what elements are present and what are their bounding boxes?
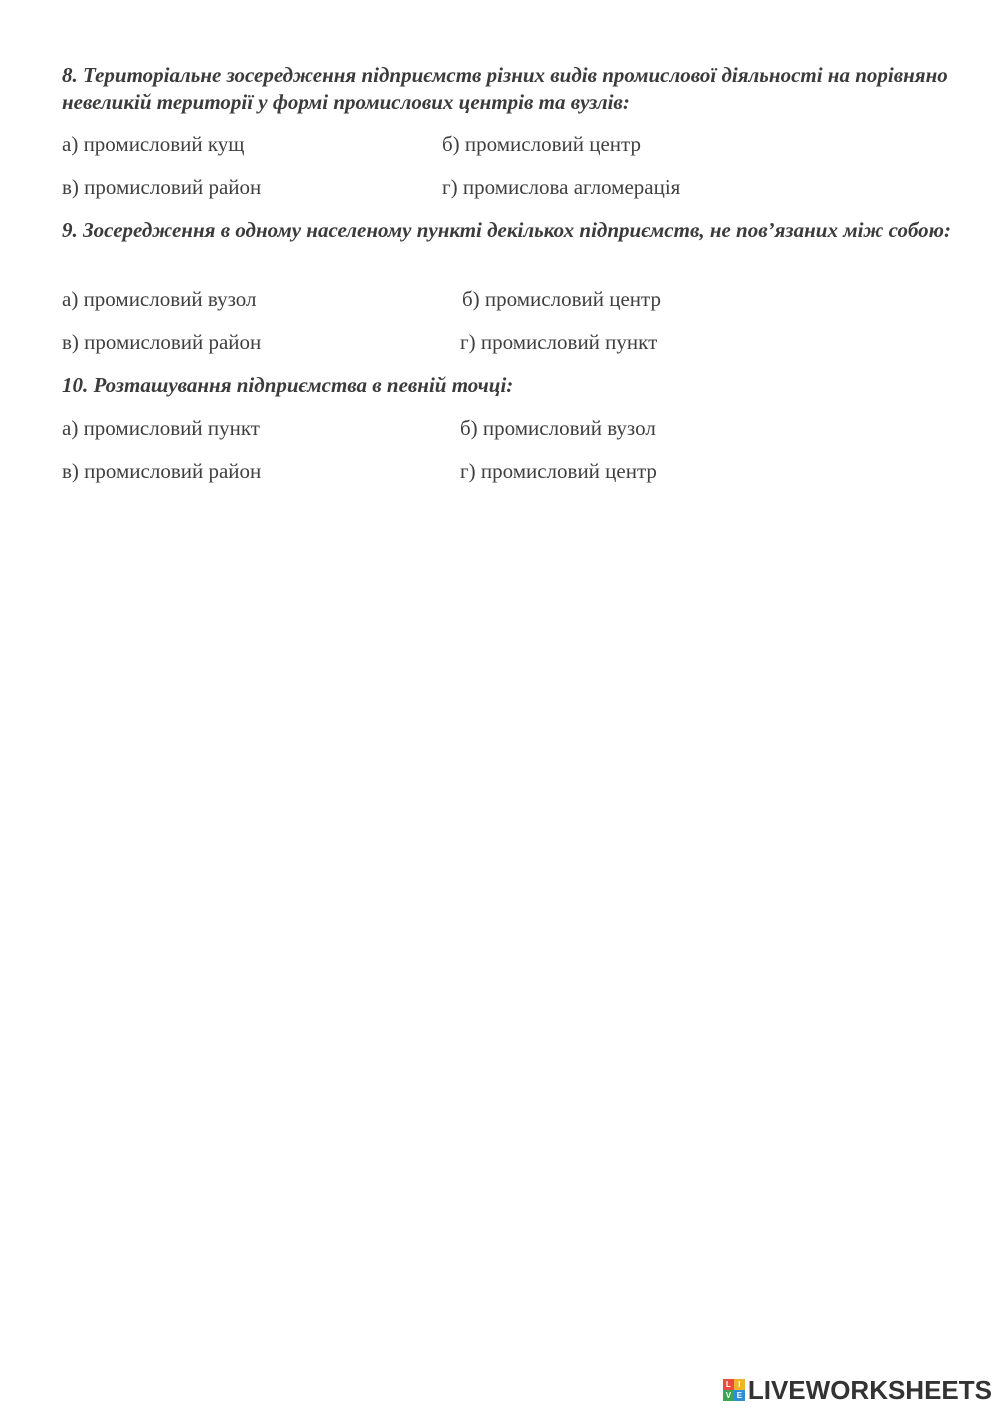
question-8-option-a[interactable]: а) промисловий кущ [62,132,245,156]
question-9-option-d[interactable]: г) промисловий пункт [460,330,658,354]
liveworksheets-logo-text: LIVEWORKSHEETS [747,1374,992,1405]
question-8-option-b[interactable]: б) промисловий центр [442,132,641,156]
logo-mark-cell: E [734,1390,745,1401]
question-8-option-c[interactable]: в) промисловий район [62,175,262,199]
logo-mark-cell: L [723,1379,734,1390]
question-10-option-d[interactable]: г) промисловий центр [460,459,657,483]
liveworksheets-logo [723,1375,992,1405]
question-10-option-c[interactable]: в) промисловий район [62,459,262,483]
question-9-option-a[interactable]: а) промисловий вузол [62,287,257,311]
question-9-option-c[interactable]: в) промисловий район [62,330,262,354]
liveworksheets-logo-icon [723,1379,745,1401]
question-10-option-b[interactable]: б) промисловий вузол [460,416,656,440]
question-8: 8. Територіальне зосередження підприємств різних видів промислової діяльності на порівняно невеликій території у формі промислових центрів та вузлів: [62,63,948,114]
question-8-option-d[interactable]: г) промислова агломерація [442,175,681,199]
logo-mark-cell: V [723,1390,734,1401]
question-10: 10. Розташування підприємства в певній точці: [62,373,514,397]
question-9-option-b[interactable]: б) промисловий центр [462,287,661,311]
question-9: 9. Зосередження в одному населеному пункті декількох підприємств, не пов’язаних між собою: [62,218,952,242]
logo-mark-cell: I [734,1379,745,1390]
question-10-option-a[interactable]: а) промисловий пункт [62,416,260,440]
